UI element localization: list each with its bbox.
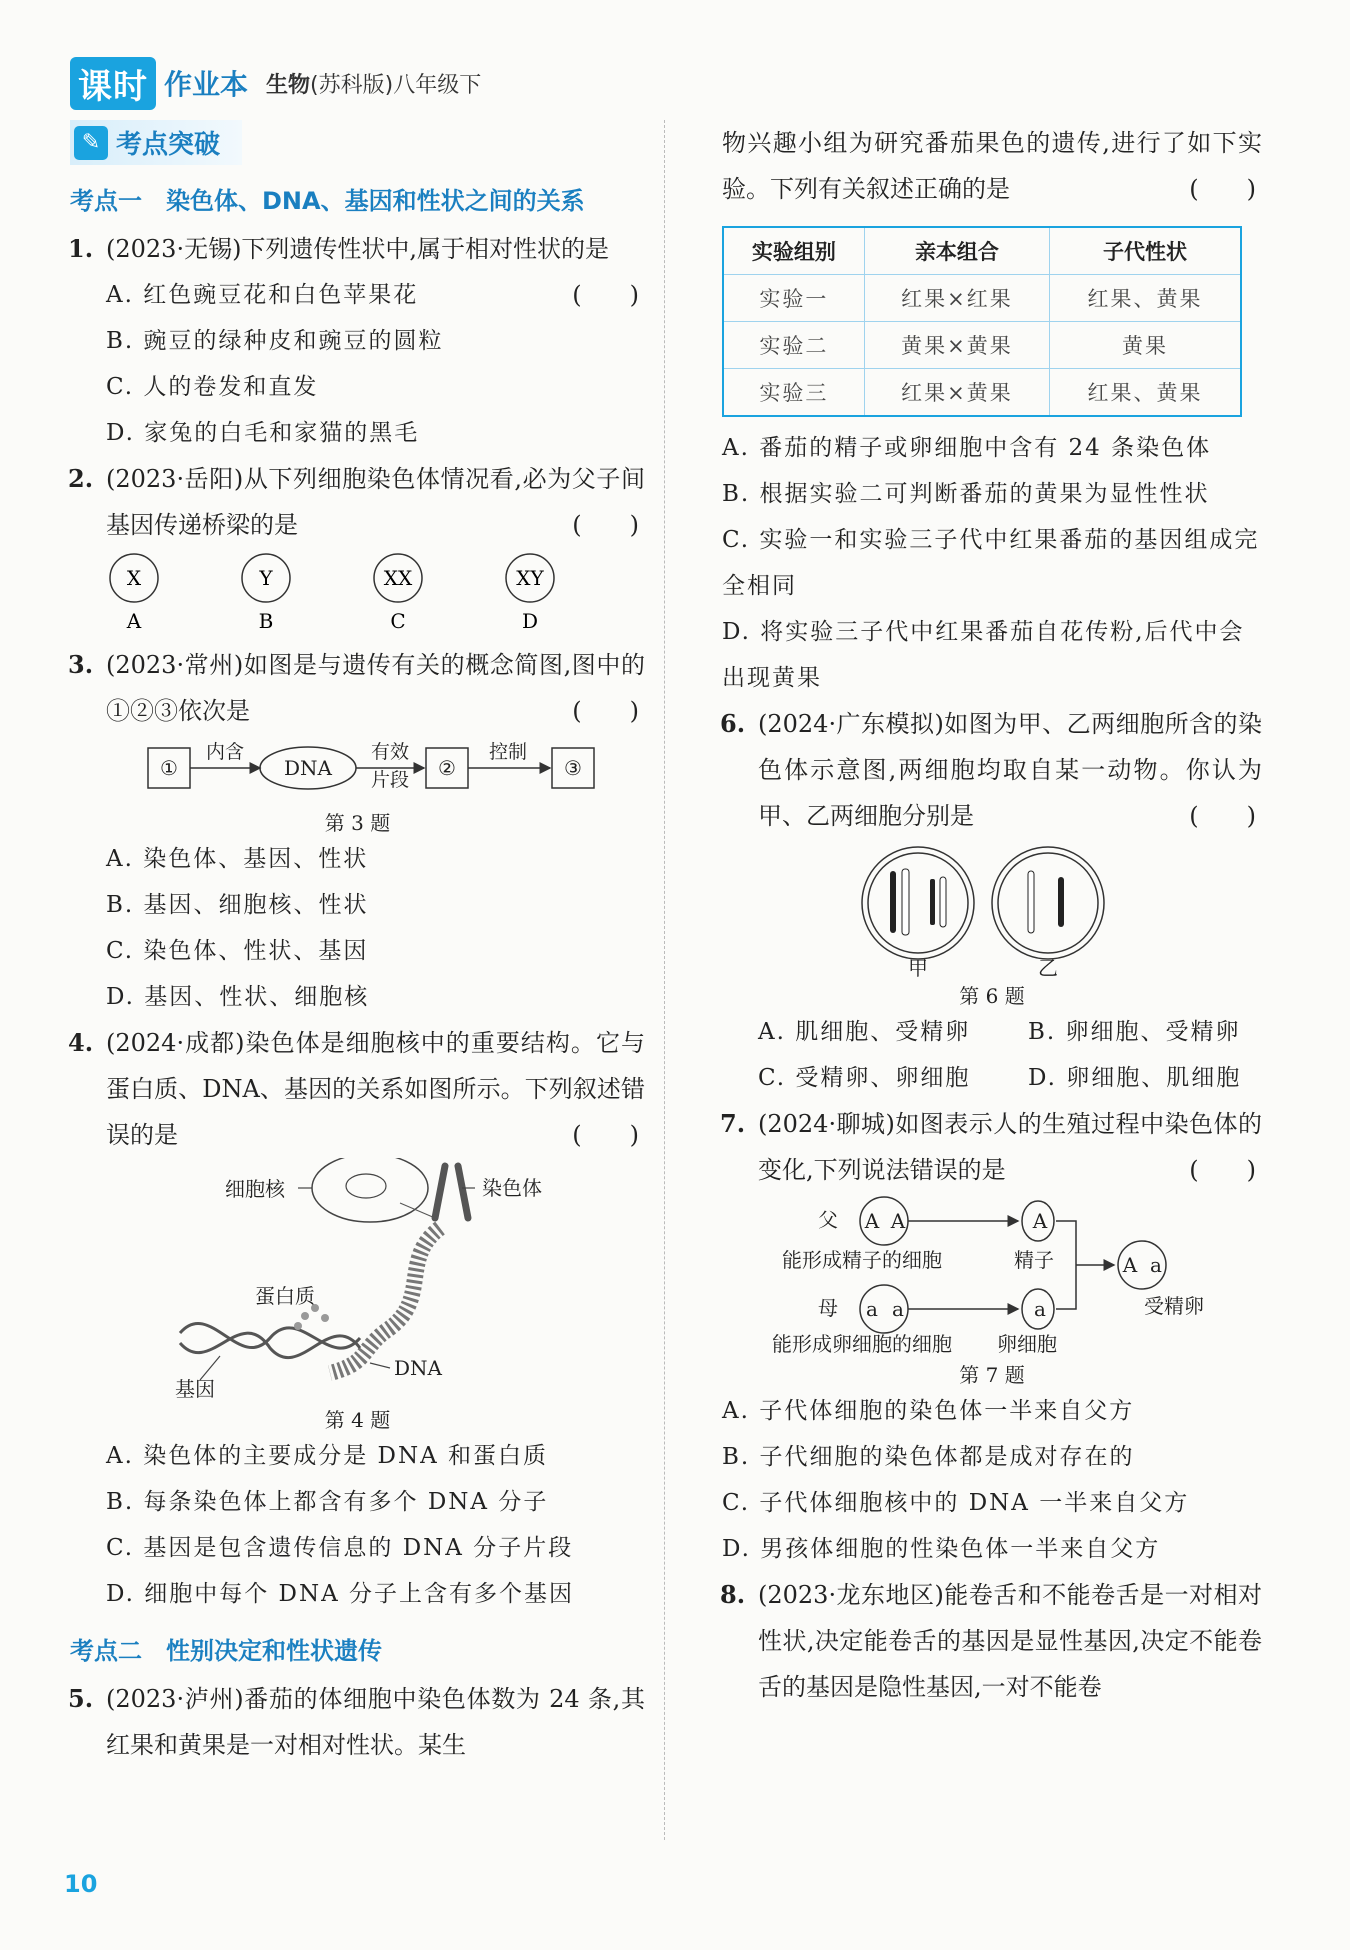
father-label: 父 — [818, 1208, 838, 1232]
options-row — [722, 1055, 1262, 1101]
option-d: D. 细胞中每个 DNA 分子上含有多个基因 — [106, 1581, 575, 1607]
subject-name: 生物 — [266, 72, 311, 98]
nucleus-shape — [312, 1158, 428, 1222]
gene-label: 基因 — [175, 1377, 215, 1401]
option-a: A. 染色体、基因、性状 — [106, 846, 369, 872]
table-cell: 实验一 — [723, 275, 864, 322]
option-letter: C — [390, 609, 406, 633]
figure-caption: 第 7 题 — [959, 1363, 1025, 1387]
question-number: 8. — [720, 1580, 746, 1609]
allele-label: A — [1032, 1209, 1048, 1233]
mother-cell-label: 能形成卵细胞的细胞 — [772, 1332, 952, 1356]
column-header: 亲本组合 — [864, 227, 1049, 275]
figure-caption: 第 3 题 — [324, 811, 391, 835]
option-d: D. 基因、性状、细胞核 — [106, 984, 370, 1010]
left-column — [70, 120, 645, 1768]
question-7 — [722, 1101, 1262, 1193]
table-cell: 红果、黄果 — [1050, 275, 1241, 322]
coiled-fiber — [330, 1228, 440, 1373]
table-cell: 实验二 — [723, 322, 864, 369]
option-b: B. 每条染色体上都含有多个 DNA 分子 — [106, 1489, 549, 1515]
answer-blank: ( ) — [572, 697, 639, 725]
option-letter: B — [258, 609, 274, 633]
experiment-table — [722, 226, 1242, 417]
option-a: A. 染色体的主要成分是 DNA 和蛋白质 — [106, 1443, 549, 1469]
arrow-label: 片段 — [370, 769, 410, 791]
option-a: A. 子代体细胞的染色体一半来自父方 — [722, 1398, 1135, 1424]
zygote-label: 受精卵 — [1144, 1294, 1204, 1318]
arrow-label: 有效 — [370, 741, 410, 763]
question-number: 4. — [68, 1028, 94, 1057]
question-number: 1. — [68, 234, 94, 263]
question-stem: 物兴趣小组为研究番茄果色的遗传,进行了如下实验。下列有关叙述正确的是 — [722, 129, 1262, 203]
question-8 — [722, 1572, 1262, 1710]
father-cell-label: 能形成精子的细胞 — [782, 1248, 942, 1272]
table-cell: 黄果 — [1050, 322, 1241, 369]
question-stem: (2023·龙东地区)能卷舌和不能卷舌是一对相对性状,决定能卷舌的基因是显性基因,决定不能卷舌的基因是隐性基因,一对不能卷 — [758, 1581, 1262, 1701]
option-d: D. 男孩体细胞的性染色体一半来自父方 — [722, 1536, 1161, 1562]
option-b: B. 子代细胞的染色体都是成对存在的 — [722, 1444, 1135, 1470]
question-number: 6. — [720, 709, 746, 738]
arrow-label: 控制 — [488, 741, 528, 763]
chromosome-label: 染色体 — [482, 1176, 542, 1200]
question-number: 5. — [68, 1684, 94, 1713]
question-number: 2. — [68, 464, 94, 493]
allele-label: A — [864, 1209, 880, 1233]
cell-label: Y — [259, 566, 273, 590]
answer-blank: ( ) — [572, 281, 639, 309]
right-column — [722, 120, 1262, 1710]
chromosome-structure-figure — [70, 1158, 645, 1403]
option-b: B. 基因、细胞核、性状 — [106, 892, 369, 918]
question-stem: (2023·无锡)下列遗传性状中,属于相对性状的是 — [106, 235, 610, 263]
question-stem: (2024·聊城)如图表示人的生殖过程中染色体的变化,下列说法错误的是 — [758, 1110, 1262, 1184]
mother-label: 母 — [818, 1296, 838, 1320]
allele-label: a — [866, 1297, 878, 1321]
option-d: D. 家兔的白毛和家猫的黑毛 — [106, 420, 420, 446]
option-c: C. 受精卵、卵细胞 — [758, 1065, 971, 1091]
question-stem: (2024·广东模拟)如图为甲、乙两细胞所含的染色体示意图,两细胞均取自某一动物。你认为甲、乙两细胞分别是 — [758, 710, 1262, 830]
table-cell: 实验三 — [723, 369, 864, 417]
option-d: D. 卵细胞、肌细胞 — [1028, 1065, 1242, 1091]
option-a: A. 肌细胞、受精卵 — [758, 1019, 971, 1045]
table-cell: 黄果×黄果 — [864, 322, 1049, 369]
cell-label: 乙 — [1038, 956, 1058, 979]
reproduction-figure — [722, 1193, 1262, 1358]
allele-label: A — [890, 1209, 906, 1233]
options-row — [722, 1009, 1262, 1055]
answer-blank: ( ) — [572, 1121, 639, 1149]
option-letter: D — [521, 609, 539, 633]
question-stem: (2023·泸州)番茄的体细胞中染色体数为 24 条,其红果和黄果是一对相对性状。某生 — [106, 1685, 645, 1759]
cell-label: 甲 — [908, 956, 928, 979]
dna-label: DNA — [394, 1356, 442, 1380]
cell-label: XX — [383, 566, 413, 590]
question-5 — [70, 1676, 645, 1768]
question-number: 3. — [68, 650, 94, 679]
cell-yi — [992, 847, 1104, 959]
question-stem: (2023·岳阳)从下列细胞染色体情况看,必为父子间基因传递桥梁的是 — [106, 465, 645, 539]
section-banner — [70, 120, 242, 165]
column-divider — [664, 120, 665, 1840]
question-4 — [70, 1020, 645, 1158]
question-number: 7. — [720, 1109, 746, 1138]
question-2 — [70, 456, 645, 548]
subject-edition: (苏科版)八年级下 — [310, 72, 482, 98]
option-a: A. 红色豌豆花和白色苹果花 — [106, 282, 419, 308]
question-stem: (2024·成都)染色体是细胞核中的重要结构。它与蛋白质、DNA、基因的关系如图所示。下列叙述错误的是 — [106, 1029, 645, 1149]
option-c: C. 子代体细胞核中的 DNA 一半来自父方 — [722, 1490, 1190, 1516]
concept-label: ① — [160, 756, 178, 780]
option-c: C. 染色体、性状、基因 — [106, 938, 369, 964]
option-c: C. 实验一和实验三子代中红果番茄的基因组成完全相同 — [722, 527, 1260, 599]
subject-title — [266, 68, 481, 99]
arrow-label: 内含 — [205, 741, 245, 763]
cell-pair-figure — [722, 839, 1262, 979]
answer-blank: ( ) — [1189, 1156, 1256, 1184]
table-header-row — [723, 227, 1241, 275]
column-header: 子代性状 — [1050, 227, 1241, 275]
question-3 — [70, 642, 645, 734]
cell-label: XY — [516, 566, 544, 590]
egg-label: 卵细胞 — [997, 1332, 1057, 1356]
nucleus-label: 细胞核 — [225, 1177, 285, 1201]
protein-label: 蛋白质 — [255, 1284, 315, 1308]
option-letter: A — [126, 609, 142, 633]
allele-label: a — [1034, 1297, 1046, 1321]
table-row — [723, 369, 1241, 417]
question-6 — [722, 701, 1262, 839]
sperm-label: 精子 — [1014, 1248, 1054, 1272]
cell-chromosome-figure — [70, 548, 645, 638]
brand-logo: 课时 — [70, 57, 156, 110]
pencil-icon: ✎ — [74, 126, 108, 160]
table-cell: 红果×红果 — [864, 275, 1049, 322]
option-d: D. 将实验三子代中红果番茄自花传粉,后代中会出现黄果 — [722, 619, 1245, 691]
answer-blank: ( ) — [1189, 175, 1256, 203]
page-header — [70, 58, 481, 108]
answer-blank: ( ) — [1189, 802, 1256, 830]
question-stem: (2023·常州)如图是与遗传有关的概念简图,图中的①②③依次是 — [106, 651, 645, 725]
brand-name: 作业本 — [164, 68, 249, 101]
question-5-continued — [722, 120, 1262, 212]
column-header: 实验组别 — [723, 227, 864, 275]
banner-title: 考点突破 — [116, 130, 221, 160]
table-cell: 红果、黄果 — [1050, 369, 1241, 417]
chromosome-shape — [435, 1166, 468, 1218]
concept-label: DNA — [284, 756, 332, 780]
option-b: B. 卵细胞、受精卵 — [1028, 1019, 1241, 1045]
allele-label: a — [1150, 1253, 1162, 1277]
option-b: B. 豌豆的绿种皮和豌豆的圆粒 — [106, 328, 444, 354]
table-row — [723, 275, 1241, 322]
allele-label: a — [892, 1297, 904, 1321]
concept-label: ③ — [564, 756, 582, 780]
option-b: B. 根据实验二可判断番茄的黄果为显性性状 — [722, 481, 1210, 507]
concept-label: ② — [438, 756, 456, 780]
table-row — [723, 322, 1241, 369]
figure-caption: 第 4 题 — [324, 1408, 391, 1432]
table-cell: 红果×黄果 — [864, 369, 1049, 417]
option-a: A. 番茄的精子或卵细胞中含有 24 条染色体 — [722, 435, 1212, 461]
cell-label: X — [126, 566, 142, 590]
page-number: 10 — [64, 1870, 98, 1898]
concept-diagram — [70, 734, 645, 806]
answer-blank: ( ) — [572, 511, 639, 539]
allele-label: A — [1122, 1253, 1138, 1277]
option-c: C. 人的卷发和直发 — [106, 374, 319, 400]
section-heading-1: 考点一 染色体、DNA、基因和性状之间的关系 — [70, 187, 585, 215]
cell-jia — [862, 847, 974, 959]
option-c: C. 基因是包含遗传信息的 DNA 分子片段 — [106, 1535, 574, 1561]
section-heading-2: 考点二 性别决定和性状遗传 — [70, 1637, 382, 1665]
figure-caption: 第 6 题 — [959, 984, 1025, 1008]
